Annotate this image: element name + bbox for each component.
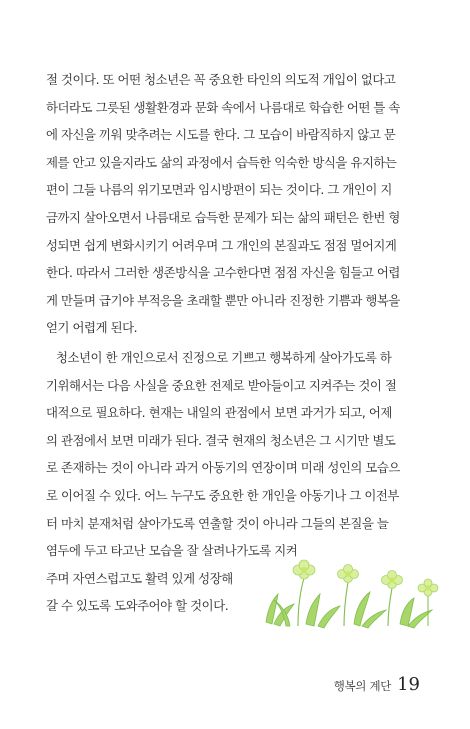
text-line: 게 만들며 급기야 부적응을 초래할 뿐만 아니라 진정한 기쁨과 행복을 bbox=[46, 292, 400, 308]
text-line: 주며 자연스럽고도 활력 있게 성장해 bbox=[46, 570, 233, 586]
text-line: 로 존재하는 것이 아니라 과거 아동기의 연장이며 미래 성인의 모습으 bbox=[46, 460, 400, 476]
text-line: 금까지 살아오면서 나름대로 습득한 문제가 되는 삶의 패턴은 한번 형 bbox=[46, 209, 400, 225]
text-line: 의 관점에서 보면 미래가 된다. 결국 현재의 청소년은 그 시기만 별도 bbox=[46, 432, 396, 448]
text-line: 로 이어질 수 있다. 어느 누구도 중요한 한 개인을 아동기나 그 이전부 bbox=[46, 487, 399, 503]
text-line: 기위해서는 다음 사실을 중요한 전제로 받아들이고 지켜주는 것이 절 bbox=[46, 377, 397, 393]
text-line: 성되면 쉽게 변화시키기 어려우며 그 개인의 본질과도 점점 멀어지게 bbox=[46, 237, 397, 253]
text-line: 대적으로 필요하다. 현재는 내일의 관점에서 보면 과거가 되고, 어제 bbox=[46, 405, 392, 421]
text-line: 에 자신을 끼워 맞추려는 시도를 한다. 그 모습이 바람직하지 않고 문 bbox=[46, 127, 396, 143]
page-footer bbox=[334, 674, 420, 695]
text-line: 염두에 두고 타고난 모습을 잘 살려나가도록 지켜 bbox=[46, 543, 298, 559]
text-line: 갈 수 있도록 도와주어야 할 것이다. bbox=[46, 598, 229, 614]
text-line: 절 것이다. 또 어떤 청소년은 꼭 중요한 타인의 의도적 개입이 없다고 bbox=[46, 72, 396, 87]
running-title: 행복의 계단 bbox=[333, 679, 392, 693]
text-line: 한다. 따라서 그러한 생존방식을 고수한다면 점점 자신을 힘들고 어렵 bbox=[46, 265, 400, 281]
body-paragraph-1 bbox=[46, 66, 431, 342]
page-number: 19 bbox=[397, 674, 420, 695]
grass-flowers-illustration-icon bbox=[258, 548, 448, 630]
text-line: 제를 안고 있을지라도 삶의 과정에서 습득한 익숙한 방식을 유지하는 bbox=[46, 154, 397, 170]
text-line: 터 마치 분재처럼 살아가도록 연출할 것이 아니라 그들의 본질을 늘 bbox=[46, 515, 389, 531]
text-line: 청소년이 한 개인으로서 진정으로 기쁘고 행복하게 살아가도록 하 bbox=[56, 350, 392, 365]
text-line: 하더라도 그릇된 생활환경과 문화 속에서 나름대로 학습한 어떤 틀 속 bbox=[46, 99, 400, 115]
text-line: 편이 그들 나름의 위기모면과 임시방편이 되는 것이다. 그 개인이 지 bbox=[46, 182, 392, 198]
text-line: 얻기 어렵게 된다. bbox=[46, 320, 138, 336]
